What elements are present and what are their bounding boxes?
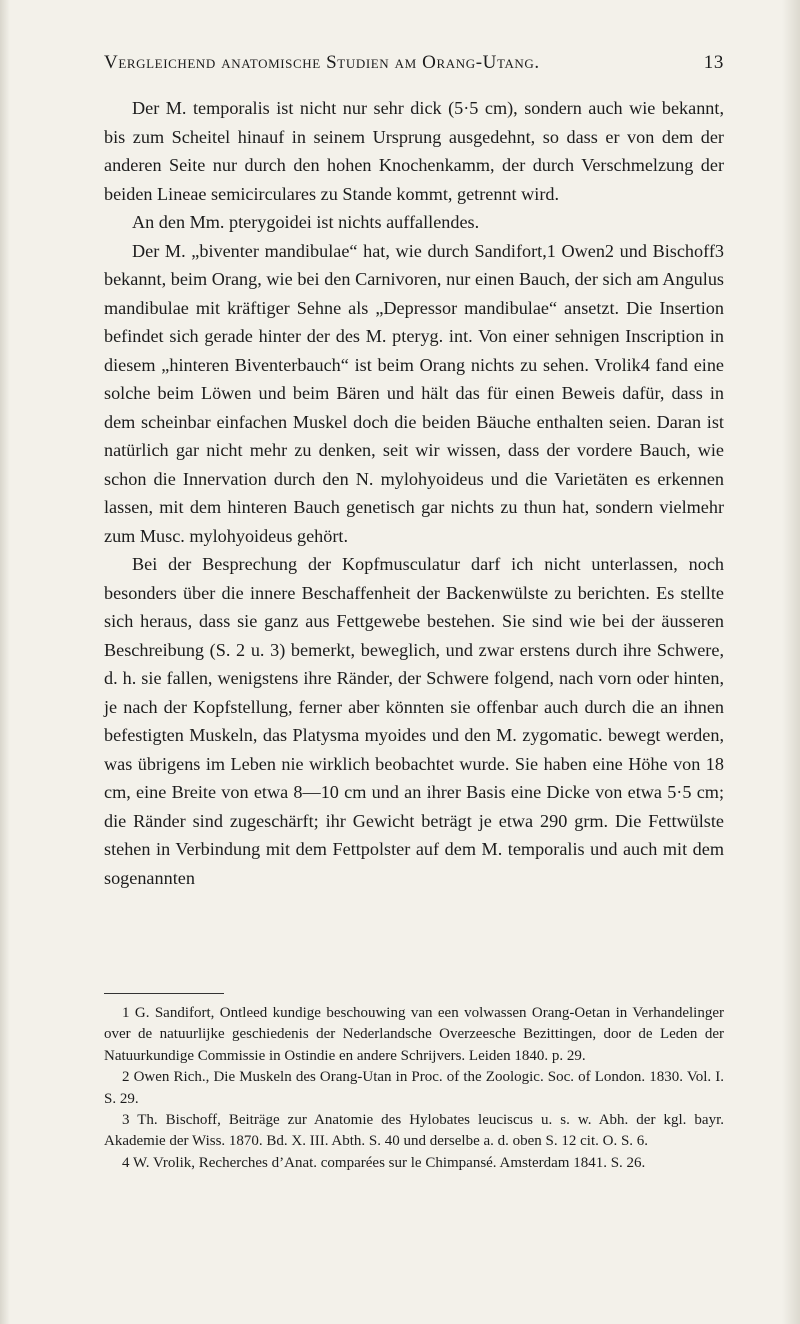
footnote-4: 4 W. Vrolik, Recherches d’Anat. comparées sur le Chimpansé. Amsterdam 1841. S. 26.: [122, 1154, 646, 1171]
running-title: Vergleichend anatomische Studien am Orang-Utang.: [104, 52, 540, 73]
footnote-rule: [104, 993, 224, 994]
paragraph-temporalis: Der M. temporalis ist nicht nur sehr dick (5·5 cm), sondern auch wie bekannt, bis zum Scheitel hinauf in seinem Ursprung ausgedehnt, so dass er von dem der anderen Seite nur durch den hohen Knochenkamm, der durch Verschmelzung der beiden Lineae semicirculares zu Stande kommt, getrennt wird.: [104, 98, 724, 204]
running-header: [104, 52, 724, 82]
page-number: 13: [703, 52, 724, 73]
paragraph-pterygoidei: An den Mm. pterygoidei ist nichts auffallendes.: [132, 212, 480, 232]
main-text: [104, 94, 724, 892]
footnote-2: 2 Owen Rich., Die Muskeln des Orang-Utan in Proc. of the Zoologic. Soc. of London. 1830. Vol. I. S. 29.: [104, 1069, 724, 1107]
footnote-3: 3 Th. Bischoff, Beiträge zur Anatomie des Hylobates leuciscus u. s. w. Abh. der kgl. bayr. Akademie der Wiss. 1870. Bd. X. III. Abth. S. 40 und derselbe a. d. oben S. 12 cit. O. S. 6.: [104, 1112, 724, 1150]
paragraph-backenwuelste: Bei der Besprechung der Kopfmusculatur darf ich nicht unterlassen, noch besonders über die innere Beschaffenheit der Backenwülste zu berichten. Es stellte sich heraus, dass sie ganz aus Fettgewebe bestehen. Sie sind wie bei der äusseren Beschreibung (S. 2 u. 3) bemerkt, beweglich, und zwar erstens durch ihre Schwere, d. h. sie fallen, wenigstens ihre Ränder, der Schwere folgend, nach vorn oder hinten, je nach der Kopfstellung, ferner aber könnten sie offenbar auch durch die an ihnen befestigten Muskeln, das Platysma myoides und den M. zygomatic. bewegt werden, was übrigens im Leben nie wirklich beobachtet wurde. Sie haben eine Höhe von 18 cm, eine Breite von etwa 8—10 cm und an ihrer Basis eine Dicke von etwa 5·5 cm; die Ränder sind zugeschärft; ihr Gewicht beträgt je etwa 290 grm. Die Fettwülste stehen in Verbindung mit dem Fettpolster auf dem M. temporalis und auch mit dem sogenannten: [104, 554, 724, 888]
footnote-1: 1 G. Sandifort, Ontleed kundige beschouwing van een volwassen Orang-Oetan in Verhandelinger over de natuurlijke geschiedenis der Nederlandsche Overzeesche Bezittingen, door de Leden der Natuurkundige Commissie in Ostindie en andere Schrijvers. Leiden 1840. p. 29.: [104, 1005, 724, 1064]
page-edge-left: [0, 0, 10, 1324]
page-edge-right: [782, 0, 800, 1324]
footnotes: [104, 1003, 724, 1174]
paragraph-biventer: Der M. „biventer mandibulae“ hat, wie durch Sandifort,1 Owen2 und Bischoff3 bekannt, beim Orang, wie bei den Carnivoren, nur einen Bauch, der sich am Angulus mandibulae mit kräftiger Sehne als „Depressor mandibulae“ ansetzt. Die Insertion befindet sich gerade hinter der des M. pteryg. int. Von einer sehnigen Inscription in diesem „hinteren Biventerbauch“ ist beim Orang nichts zu sehen. Vrolik4 fand eine solche beim Löwen und beim Bären und hält das für einen Beweis dafür, dass in dem scheinbar einfachen Muskel doch die beiden Bäuche enthalten seien. Daran ist natürlich gar nicht mehr zu denken, seit wir wissen, dass der vordere Bauch, wie schon die Innervation durch den N. mylohyoideus und die Varietäten es erkennen lassen, mit dem hinteren Bauch genetisch gar nichts zu thun hat, sondern vielmehr zum Musc. mylohyoideus gehört.: [104, 240, 724, 546]
